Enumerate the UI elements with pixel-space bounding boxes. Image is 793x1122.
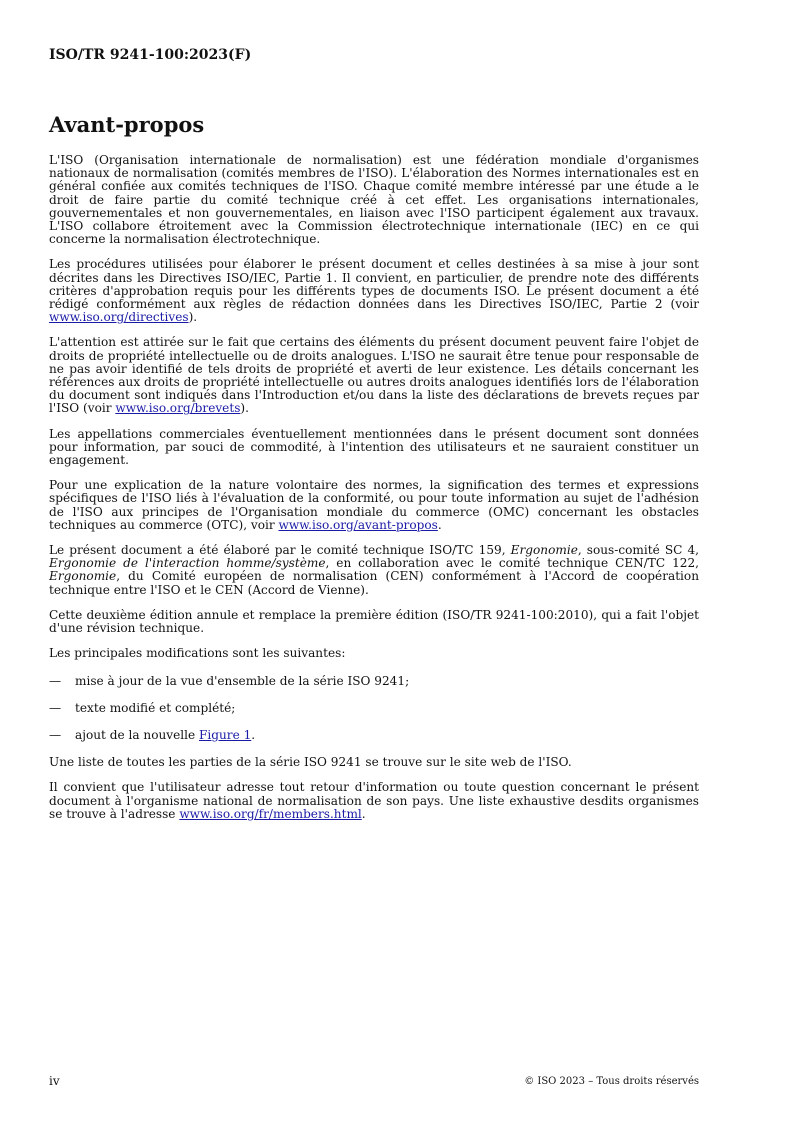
paragraph-6-t4: , du Comité européen de normalisation (CEN) conformément à l'Accord de coopération technique entre l'ISO et le CEN (Accord de Vienne). [49, 569, 699, 597]
bullet-item-1 [49, 675, 699, 688]
paragraph-1: L'ISO (Organisation internationale de normalisation) est une fédération mondiale d'organismes nationaux de normalisation (comités membres de l'ISO). L'élaboration des Normes internationales est en général confiée aux comités techniques de l'ISO. Chaque comité membre intéressé par une étude a le droit de faire partie du comité technique créé à cet effet. Les organisations internationales, gouvernementales et non gouvernementales, en liaison avec l'ISO participent également aux travaux. L'ISO collabore étroitement avec la Commission électrotechnique internationale (IEC) en ce qui concerne la normalisation électrotechnique. [49, 153, 699, 247]
paragraph-2 [49, 258, 699, 324]
document-page [49, 0, 699, 1122]
paragraph-10-text: Il convient que l'utilisateur adresse tout retour d'information ou toute question concernant le présent document à l'organisme national de normalisation de son pays. Une liste exhaustive desdits organismes se trouve à l'adresse [49, 780, 699, 821]
bullet-3-after: . [251, 727, 256, 742]
paragraph-4: Les appellations commerciales éventuellement mentionnées dans le présent document sont données pour information, par souci de commodité, à l'intention des utilisateurs et ne sauraient constituer un engagement. [49, 426, 699, 468]
paragraph-7: Cette deuxième édition annule et remplace la première édition (ISO/TR 9241-100:2010), qui a fait l'objet d'une révision technique. [49, 607, 699, 636]
paragraph-8: Les principales modifications sont les suivantes: [49, 646, 346, 661]
document-id: ISO/TR 9241-100:2023(F) [49, 47, 252, 63]
bullet-3-text: ajout de la nouvelle [75, 727, 199, 742]
paragraph-6-t3: , en collaboration avec le comité technique CEN/TC 122, [325, 556, 699, 571]
body-text [49, 154, 699, 833]
members-link[interactable]: www.iso.org/fr/members.html [179, 806, 362, 821]
paragraph-6-t2: , sous-comité SC 4, [577, 543, 699, 558]
paragraph-6-i2: Ergonomie de l'interaction homme/système [49, 556, 326, 571]
paragraph-6-i3: Ergonomie [49, 569, 117, 584]
paragraph-3 [49, 336, 699, 415]
paragraph-9: Une liste de toutes les parties de la série ISO 9241 se trouve sur le site web de l'ISO. [49, 755, 572, 770]
bullet-item-2 [49, 702, 699, 715]
bullet-item-3 [49, 729, 699, 742]
paragraph-6 [49, 544, 699, 597]
paragraph-2-after: ). [188, 310, 198, 325]
paragraph-2-text: Les procédures utilisées pour élaborer le présent document et celles destinées à sa mise à jour sont décrites dans les Directives ISO/IEC, Partie 1. Il convient, en particulier, de prendre note des différents critères d'approbation requis pour les différents types de documents ISO. Le présent document a été rédigé conformément aux règles de rédaction données dans les Directives ISO/IEC, Partie 2 (voir [49, 257, 699, 312]
page-number: iv [49, 1074, 60, 1088]
bullet-dash: — [49, 727, 62, 742]
copyright-notice: © ISO 2023 – Tous droits réservés [524, 1076, 699, 1087]
bullet-dash: — [49, 673, 62, 688]
figure-1-link[interactable]: Figure 1 [199, 727, 252, 742]
directives-link[interactable]: www.iso.org/directives [49, 310, 189, 325]
paragraph-5-after: . [437, 517, 442, 532]
paragraph-6-t1: Le présent document a été élaboré par le comité technique ISO/TC 159, [49, 543, 511, 558]
avant-propos-link[interactable]: www.iso.org/avant-propos [278, 517, 438, 532]
section-title: Avant-propos [49, 112, 205, 137]
paragraph-10 [49, 781, 699, 821]
paragraph-10-after: . [361, 806, 366, 821]
bullet-dash: — [49, 700, 62, 715]
paragraph-5-text: Pour une explication de la nature volontaire des normes, la signification des termes et expressions spécifiques de l'ISO liés à l'évaluation de la conformité, ou pour toute information au sujet de l'adhésion de l'ISO aux principes de l'Organisation mondiale du commerce (OMC) concernant les obstacles techniques au commerce (OTC), voir [49, 478, 699, 532]
page-footer [49, 1074, 699, 1088]
paragraph-3-after: ). [240, 401, 249, 416]
bullet-text [75, 729, 255, 742]
paragraph-5 [49, 479, 699, 532]
paragraph-3-text: L'attention est attirée sur le fait que certains des éléments du présent document peuvent faire l'objet de droits de propriété intellectuelle ou de droits analogues. L'ISO ne saurait être tenue pour responsable de ne pas avoir identifié de tels droits de propriété et averti de leur existence. Les détails concernant les références aux droits de propriété intellectuelle ou autres droits analogues identifiés lors de l'élaboration du document sont indiqués dans l'Introduction et/ou dans la liste des déclarations de brevets reçues par l'ISO (voir [49, 335, 699, 416]
bullet-text: mise à jour de la vue d'ensemble de la série ISO 9241; [75, 673, 410, 688]
bullet-text: texte modifié et complété; [75, 700, 236, 715]
brevets-link[interactable]: www.iso.org/brevets [115, 401, 241, 416]
paragraph-6-i1: Ergonomie [510, 543, 578, 558]
